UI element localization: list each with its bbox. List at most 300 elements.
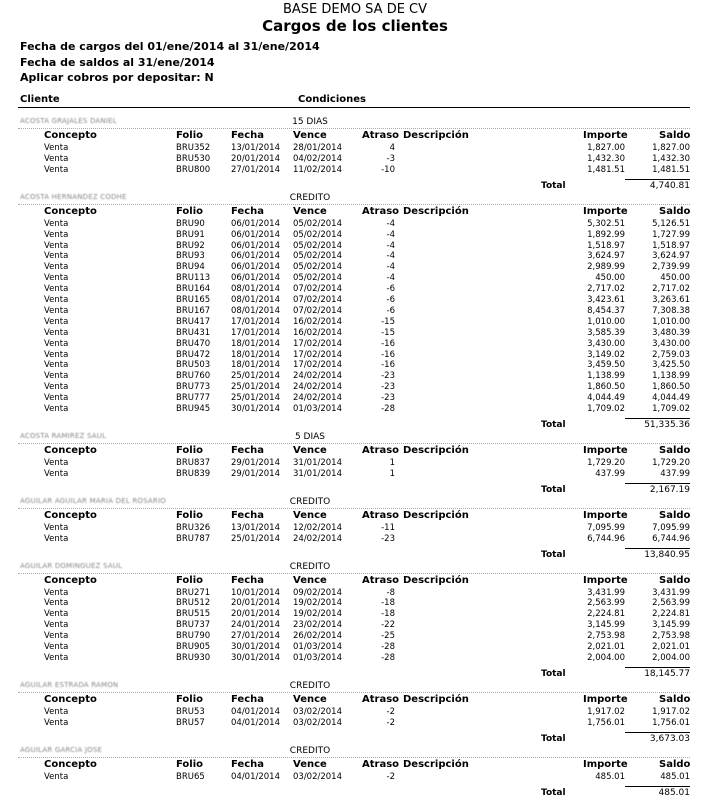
amount-cell: 1,756.01 xyxy=(587,717,625,728)
amount-cell: 1,138.99 xyxy=(587,371,625,382)
due-date-cell: 01/03/2014 xyxy=(293,642,342,652)
delay-cell: -6 xyxy=(386,305,395,316)
due-date-cell: 05/02/2014 xyxy=(293,240,342,251)
due-date-cell: 04/02/2014 xyxy=(293,153,342,164)
concept-header: Concepto xyxy=(44,758,97,770)
total-value: 2,167.19 xyxy=(649,484,690,495)
due-date-cell: 05/02/2014 xyxy=(293,218,342,229)
balance-cell: 3,431.99 xyxy=(652,587,690,598)
concept-cell: Venta xyxy=(44,771,69,782)
apply-payments: Aplicar cobros por depositar: N xyxy=(20,71,214,84)
balance-header: Saldo xyxy=(659,130,691,141)
due-date-cell: 24/02/2014 xyxy=(293,382,342,393)
table-row xyxy=(0,404,710,415)
date-cell: 25/01/2014 xyxy=(231,371,280,382)
folio-header: Folio xyxy=(176,758,204,770)
delay-cell: -2 xyxy=(386,771,395,782)
balance-header: Saldo xyxy=(659,758,691,770)
balance-cell: 3,430.00 xyxy=(652,338,690,349)
date-cell: 08/01/2014 xyxy=(231,305,280,316)
total-value: 485.01 xyxy=(658,787,690,798)
date-cell: 13/01/2014 xyxy=(231,522,280,533)
date-cell: 18/01/2014 xyxy=(231,349,280,360)
folio-cell: BRU905 xyxy=(176,642,211,652)
date-cell: 27/01/2014 xyxy=(231,164,280,175)
concept-cell: Venta xyxy=(44,218,69,229)
balance-cell: 1,860.50 xyxy=(652,382,690,393)
total-divider xyxy=(625,786,690,787)
table-row xyxy=(0,642,710,653)
concept-cell: Venta xyxy=(44,229,69,240)
amount-cell: 1,860.50 xyxy=(587,382,625,393)
table-row xyxy=(0,295,710,306)
delay-cell: -4 xyxy=(386,251,395,262)
balance-cell: 1,432.30 xyxy=(652,153,690,164)
amount-cell: 3,459.50 xyxy=(587,360,625,371)
balance-cell: 1,010.00 xyxy=(652,316,690,327)
balance-cell: 450.00 xyxy=(660,273,690,284)
folio-cell: BRU352 xyxy=(176,143,211,153)
client-name: AGUILAR DOMINGUEZ SAUL xyxy=(20,561,123,570)
amount-cell: 3,149.02 xyxy=(587,349,625,360)
folio-cell: BRU92 xyxy=(176,240,205,251)
concept-cell: Venta xyxy=(44,457,69,468)
folio-cell: BRU271 xyxy=(176,587,211,598)
delay-cell: -28 xyxy=(381,652,395,663)
total-label: Total xyxy=(541,549,566,560)
due-date-cell: 03/02/2014 xyxy=(293,717,342,728)
due-date-cell: 03/02/2014 xyxy=(293,706,342,717)
concept-cell: Venta xyxy=(44,371,69,382)
concept-cell: Venta xyxy=(44,620,69,631)
conditions-header: Condiciones xyxy=(298,94,366,105)
description-header: Descripción xyxy=(403,205,469,217)
delay-cell: -6 xyxy=(386,284,395,295)
amount-cell: 1,010.00 xyxy=(587,316,625,327)
date-header: Fecha xyxy=(231,130,265,141)
amount-cell: 1,729.20 xyxy=(587,457,625,468)
due-date-cell: 05/02/2014 xyxy=(293,273,342,284)
date-cell: 20/01/2014 xyxy=(231,609,280,620)
concept-header: Concepto xyxy=(44,130,97,141)
table-row xyxy=(0,588,710,599)
balance-cell: 2,759.03 xyxy=(652,349,690,360)
due-date-cell: 19/02/2014 xyxy=(293,598,342,609)
date-cell: 25/01/2014 xyxy=(231,382,280,393)
balance-cell: 5,126.51 xyxy=(652,218,690,229)
table-row xyxy=(0,339,710,350)
concept-cell: Venta xyxy=(44,273,69,284)
due-date-cell: 31/01/2014 xyxy=(293,468,342,479)
delay-cell: -23 xyxy=(381,382,395,393)
concept-cell: Venta xyxy=(44,382,69,393)
date-cell: 06/01/2014 xyxy=(231,240,280,251)
client-condition: CREDITO xyxy=(289,680,331,691)
folio-cell: BRU472 xyxy=(176,349,211,360)
delay-cell: -4 xyxy=(386,240,395,251)
due-date-cell: 23/02/2014 xyxy=(293,620,342,631)
concept-header: Concepto xyxy=(44,509,97,521)
date-cell: 30/01/2014 xyxy=(231,642,280,652)
amount-cell: 3,145.99 xyxy=(587,620,625,631)
amount-cell: 2,989.99 xyxy=(587,262,625,273)
delay-cell: -25 xyxy=(381,631,395,642)
folio-cell: BRU930 xyxy=(176,652,211,663)
total-value: 51,335.36 xyxy=(644,419,690,430)
delay-cell: -18 xyxy=(381,598,395,609)
balance-cell: 2,739.99 xyxy=(652,262,690,273)
delay-cell: -11 xyxy=(381,522,395,533)
folio-cell: BRU90 xyxy=(176,218,205,229)
due-date-cell: 24/02/2014 xyxy=(293,371,342,382)
report-title: Cargos de los clientes xyxy=(262,17,448,35)
amount-cell: 3,585.39 xyxy=(587,327,625,338)
folio-header: Folio xyxy=(176,574,204,586)
concept-cell: Venta xyxy=(44,262,69,273)
table-row xyxy=(0,306,710,317)
due-date-cell: 19/02/2014 xyxy=(293,609,342,620)
total-divider xyxy=(625,548,690,549)
date-cell: 06/01/2014 xyxy=(231,262,280,273)
balance-header: Saldo xyxy=(659,574,691,586)
delay-cell: -4 xyxy=(386,262,395,273)
date-cell: 24/01/2014 xyxy=(231,620,280,631)
description-header: Descripción xyxy=(403,574,469,586)
date-cell: 20/01/2014 xyxy=(231,153,280,164)
balance-cell: 3,624.97 xyxy=(652,251,690,262)
amount-cell: 1,432.30 xyxy=(587,153,625,164)
client-divider xyxy=(18,757,690,758)
folio-cell: BRU800 xyxy=(176,164,211,175)
date-cell: 20/01/2014 xyxy=(231,598,280,609)
folio-cell: BRU326 xyxy=(176,522,211,533)
amount-cell: 8,454.37 xyxy=(587,305,625,316)
table-row xyxy=(0,143,710,154)
concept-cell: Venta xyxy=(44,706,69,717)
balance-cell: 437.99 xyxy=(660,468,690,479)
due-header: Vence xyxy=(293,509,327,521)
company-name: BASE DEMO SA DE CV xyxy=(282,2,428,17)
date-cell: 29/01/2014 xyxy=(231,468,280,479)
delay-cell: -4 xyxy=(386,273,395,284)
balance-cell: 2,021.01 xyxy=(652,642,690,652)
delay-cell: -6 xyxy=(386,295,395,305)
folio-header: Folio xyxy=(176,205,204,217)
due-header: Vence xyxy=(293,205,327,217)
balance-cell: 7,095.99 xyxy=(652,522,690,533)
balance-cell: 3,263.61 xyxy=(652,295,690,305)
amount-cell: 3,624.97 xyxy=(587,251,625,262)
folio-cell: BRU503 xyxy=(176,360,211,371)
amount-header: Importe xyxy=(583,509,628,521)
delay-cell: -28 xyxy=(381,404,395,414)
balance-cell: 1,756.01 xyxy=(652,717,690,728)
due-date-cell: 07/02/2014 xyxy=(293,305,342,316)
folio-cell: BRU760 xyxy=(176,371,211,382)
delay-cell: -15 xyxy=(381,327,395,338)
concept-cell: Venta xyxy=(44,164,69,175)
concept-cell: Venta xyxy=(44,240,69,251)
concept-cell: Venta xyxy=(44,327,69,338)
folio-cell: BRU530 xyxy=(176,153,211,164)
balance-cell: 1,481.51 xyxy=(652,164,690,175)
delay-header: Atraso xyxy=(362,574,400,586)
date-cell: 08/01/2014 xyxy=(231,284,280,295)
amount-cell: 1,917.02 xyxy=(587,706,625,717)
delay-cell: -4 xyxy=(386,229,395,240)
concept-cell: Venta xyxy=(44,598,69,609)
total-value: 4,740.81 xyxy=(649,180,690,191)
client-condition: CREDITO xyxy=(289,192,331,203)
client-condition: CREDITO xyxy=(289,745,331,756)
amount-cell: 7,095.99 xyxy=(587,522,625,533)
table-row xyxy=(0,230,710,241)
total-divider xyxy=(625,179,690,180)
table-row xyxy=(0,469,710,480)
amount-cell: 4,044.49 xyxy=(587,393,625,404)
balance-header: Saldo xyxy=(659,444,691,456)
balance-cell: 2,224.81 xyxy=(652,609,690,620)
folio-cell: BRU839 xyxy=(176,468,211,479)
folio-header: Folio xyxy=(176,444,204,456)
date-header: Fecha xyxy=(231,509,265,521)
due-date-cell: 26/02/2014 xyxy=(293,631,342,642)
due-date-cell: 17/02/2014 xyxy=(293,360,342,371)
table-row xyxy=(0,371,710,382)
amount-cell: 6,744.96 xyxy=(587,533,625,544)
amount-cell: 2,224.81 xyxy=(587,609,625,620)
delay-header: Atraso xyxy=(362,205,400,217)
date-cell: 06/01/2014 xyxy=(231,218,280,229)
date-cell: 06/01/2014 xyxy=(231,229,280,240)
amount-cell: 3,430.00 xyxy=(587,338,625,349)
due-date-cell: 05/02/2014 xyxy=(293,262,342,273)
amount-cell: 2,717.02 xyxy=(587,284,625,295)
concept-cell: Venta xyxy=(44,652,69,663)
due-header: Vence xyxy=(293,574,327,586)
client-divider xyxy=(18,692,690,693)
delay-header: Atraso xyxy=(362,509,400,521)
amount-header: Importe xyxy=(583,444,628,456)
folio-cell: BRU65 xyxy=(176,771,205,782)
total-label: Total xyxy=(541,733,566,744)
concept-header: Concepto xyxy=(44,693,97,705)
delay-cell: 1 xyxy=(389,457,395,468)
folio-cell: BRU790 xyxy=(176,631,211,642)
balance-cell: 4,044.49 xyxy=(652,393,690,404)
balance-cell: 1,518.97 xyxy=(652,240,690,251)
amount-cell: 2,753.98 xyxy=(587,631,625,642)
date-cell: 30/01/2014 xyxy=(231,404,280,414)
table-row xyxy=(0,534,710,545)
due-header: Vence xyxy=(293,758,327,770)
concept-cell: Venta xyxy=(44,522,69,533)
balance-cell: 1,917.02 xyxy=(652,706,690,717)
delay-header: Atraso xyxy=(362,130,400,141)
balance-header: Saldo xyxy=(659,693,691,705)
due-date-cell: 28/01/2014 xyxy=(293,143,342,153)
folio-cell: BRU164 xyxy=(176,284,211,295)
folio-cell: BRU470 xyxy=(176,338,211,349)
amount-header: Importe xyxy=(583,693,628,705)
client-condition: 15 DIAS xyxy=(292,117,328,127)
table-row xyxy=(0,350,710,361)
amount-cell: 3,431.99 xyxy=(587,587,625,598)
date-cell: 04/01/2014 xyxy=(231,706,280,717)
amount-header: Importe xyxy=(583,574,628,586)
table-row xyxy=(0,251,710,262)
date-cell: 04/01/2014 xyxy=(231,717,280,728)
description-header: Descripción xyxy=(403,444,469,456)
due-date-cell: 17/02/2014 xyxy=(293,349,342,360)
folio-cell: BRU53 xyxy=(176,706,205,717)
due-date-cell: 11/02/2014 xyxy=(293,164,342,175)
date-cell: 04/01/2014 xyxy=(231,771,280,782)
date-cell: 27/01/2014 xyxy=(231,631,280,642)
folio-cell: BRU167 xyxy=(176,305,211,316)
delay-cell: -15 xyxy=(381,316,395,327)
amount-header: Importe xyxy=(583,130,628,141)
table-row xyxy=(0,393,710,404)
concept-header: Concepto xyxy=(44,205,97,217)
concept-cell: Venta xyxy=(44,305,69,316)
date-header: Fecha xyxy=(231,758,265,770)
table-row xyxy=(0,328,710,339)
client-divider xyxy=(18,443,690,444)
delay-cell: 1 xyxy=(389,468,395,479)
table-row xyxy=(0,219,710,230)
concept-header: Concepto xyxy=(44,444,97,456)
due-header: Vence xyxy=(293,130,327,141)
delay-header: Atraso xyxy=(362,693,400,705)
description-header: Descripción xyxy=(403,130,469,141)
client-condition: 5 DIAS xyxy=(294,431,326,442)
due-date-cell: 12/02/2014 xyxy=(293,522,342,533)
client-divider xyxy=(18,508,690,509)
concept-cell: Venta xyxy=(44,468,69,479)
table-row xyxy=(0,165,710,176)
folio-cell: BRU737 xyxy=(176,620,211,631)
table-row xyxy=(0,523,710,534)
concept-cell: Venta xyxy=(44,143,69,153)
total-divider xyxy=(625,418,690,419)
due-date-cell: 01/03/2014 xyxy=(293,404,342,414)
balance-cell: 2,004.00 xyxy=(652,652,690,663)
concept-cell: Venta xyxy=(44,153,69,164)
delay-cell: -8 xyxy=(386,587,395,598)
table-row xyxy=(0,317,710,328)
balance-cell: 1,709.02 xyxy=(652,404,690,414)
client-header: Cliente xyxy=(20,94,60,105)
concept-cell: Venta xyxy=(44,360,69,371)
date-cell: 30/01/2014 xyxy=(231,652,280,663)
table-row xyxy=(0,620,710,631)
client-divider xyxy=(18,573,690,574)
amount-cell: 1,827.00 xyxy=(587,143,625,153)
concept-cell: Venta xyxy=(44,642,69,652)
concept-cell: Venta xyxy=(44,284,69,295)
due-date-cell: 16/02/2014 xyxy=(293,316,342,327)
concept-cell: Venta xyxy=(44,316,69,327)
amount-header: Importe xyxy=(583,205,628,217)
amount-cell: 450.00 xyxy=(595,273,625,284)
delay-cell: -16 xyxy=(381,360,395,371)
date-cell: 25/01/2014 xyxy=(231,533,280,544)
folio-cell: BRU837 xyxy=(176,457,211,468)
concept-cell: Venta xyxy=(44,251,69,262)
balance-cell: 7,308.38 xyxy=(652,305,690,316)
total-label: Total xyxy=(541,787,566,798)
table-row xyxy=(0,458,710,469)
total-divider xyxy=(625,667,690,668)
balance-header: Saldo xyxy=(659,509,691,521)
client-divider xyxy=(18,204,690,205)
due-date-cell: 24/02/2014 xyxy=(293,533,342,544)
due-date-cell: 01/03/2014 xyxy=(293,652,342,663)
balance-header: Saldo xyxy=(659,205,691,217)
date-cell: 25/01/2014 xyxy=(231,393,280,404)
table-row xyxy=(0,360,710,371)
due-header: Vence xyxy=(293,693,327,705)
amount-cell: 2,004.00 xyxy=(587,652,625,663)
balance-date: Fecha de saldos al 31/ene/2014 xyxy=(20,56,215,69)
concept-cell: Venta xyxy=(44,609,69,620)
delay-cell: -22 xyxy=(381,620,395,631)
balance-cell: 1,729.20 xyxy=(652,457,690,468)
delay-cell: -16 xyxy=(381,338,395,349)
total-value: 18,145.77 xyxy=(644,668,690,679)
date-cell: 13/01/2014 xyxy=(231,143,280,153)
amount-cell: 437.99 xyxy=(595,468,625,479)
total-label: Total xyxy=(541,180,566,191)
amount-cell: 3,423.61 xyxy=(587,295,625,305)
total-divider xyxy=(625,732,690,733)
due-date-cell: 09/02/2014 xyxy=(293,587,342,598)
delay-cell: -23 xyxy=(381,533,395,544)
due-date-cell: 05/02/2014 xyxy=(293,251,342,262)
folio-header: Folio xyxy=(176,509,204,521)
date-header: Fecha xyxy=(231,574,265,586)
date-cell: 06/01/2014 xyxy=(231,251,280,262)
concept-cell: Venta xyxy=(44,631,69,642)
balance-cell: 485.01 xyxy=(660,771,690,782)
folio-cell: BRU113 xyxy=(176,273,211,284)
folio-cell: BRU787 xyxy=(176,533,211,544)
delay-cell: -23 xyxy=(381,371,395,382)
table-row xyxy=(0,631,710,642)
due-date-cell: 07/02/2014 xyxy=(293,284,342,295)
date-cell: 18/01/2014 xyxy=(231,360,280,371)
date-header: Fecha xyxy=(231,444,265,456)
client-name: ACOSTA GRAJALES DANIEL xyxy=(20,117,117,125)
date-cell: 18/01/2014 xyxy=(231,338,280,349)
folio-cell: BRU945 xyxy=(176,404,211,414)
folio-cell: BRU57 xyxy=(176,717,205,728)
balance-cell: 3,480.39 xyxy=(652,327,690,338)
amount-cell: 5,302.51 xyxy=(587,218,625,229)
delay-cell: -4 xyxy=(386,218,395,229)
amount-cell: 2,563.99 xyxy=(587,598,625,609)
table-row xyxy=(0,772,710,783)
client-name: AGUILAR AGUILAR MARIA DEL ROSARIO xyxy=(20,496,166,505)
client-divider xyxy=(18,128,690,129)
concept-cell: Venta xyxy=(44,587,69,598)
table-row xyxy=(0,284,710,295)
delay-header: Atraso xyxy=(362,444,400,456)
folio-cell: BRU515 xyxy=(176,609,211,620)
amount-cell: 485.01 xyxy=(595,771,625,782)
concept-cell: Venta xyxy=(44,717,69,728)
